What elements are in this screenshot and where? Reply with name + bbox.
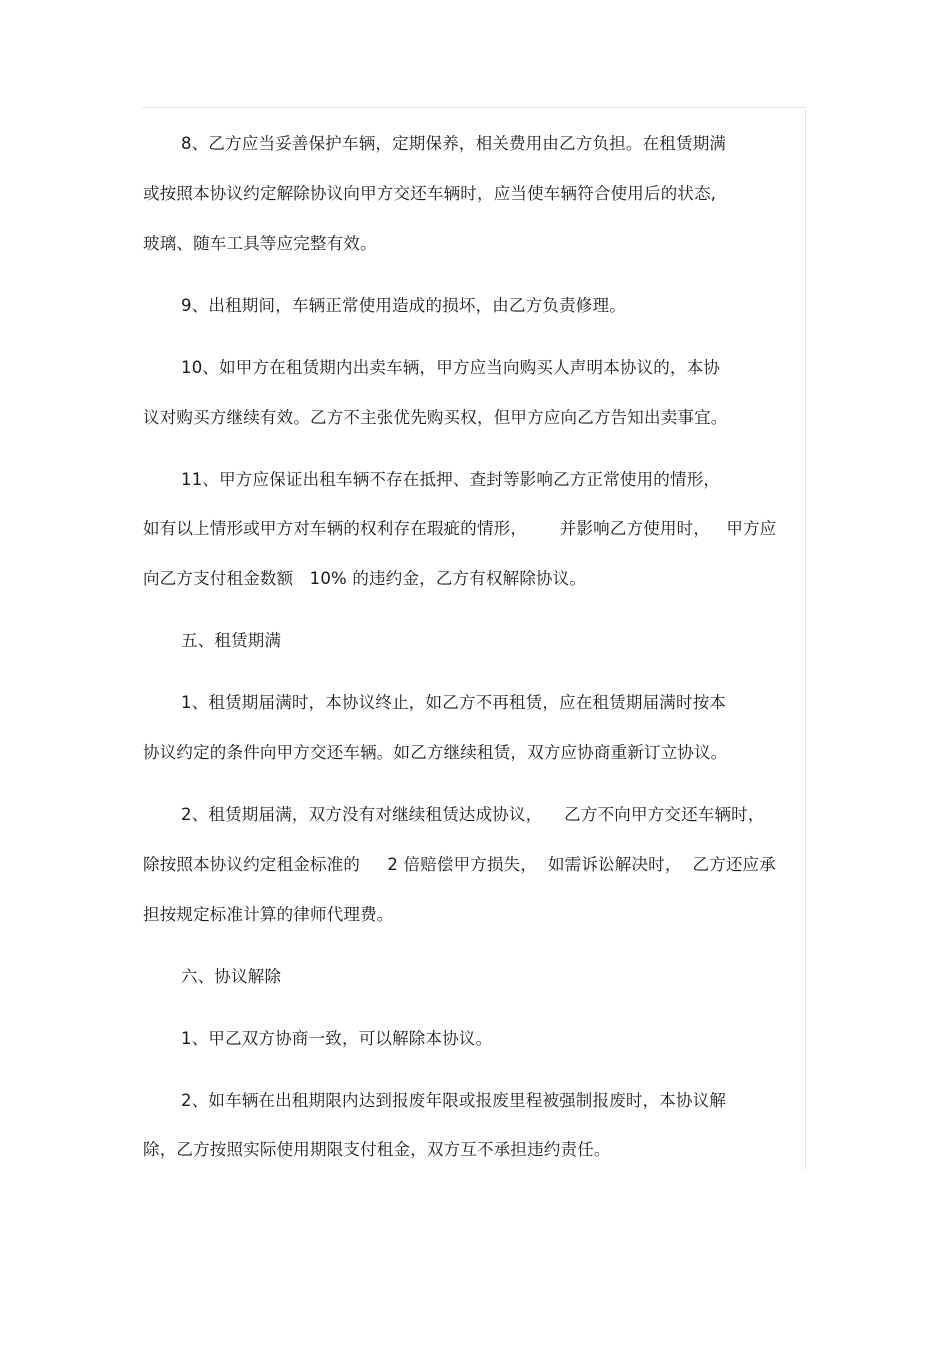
section-5-clause-2-line-3: 担按规定标准计算的律师代理费。 [143, 905, 394, 924]
section-6-heading: 六、协议解除 [181, 967, 282, 986]
clause-11-line-2: 如有以上情形或甲方对车辆的权利存在瑕疵的情形， 并影响乙方使用时， 甲方应 [143, 519, 777, 538]
section-5-clause-1-line-2: 协议约定的条件向甲方交还车辆。如乙方继续租赁，双方应协商重新订立协议。 [143, 743, 728, 762]
section-6-clause-2-line-2: 除，乙方按照实际使用期限支付租金，双方互不承担违约责任。 [143, 1140, 611, 1159]
clause-8-line-2: 或按照本协议约定解除协议向甲方交还车辆时，应当使车辆符合使用后的状态, [143, 184, 717, 203]
clause-10-line-2: 议对购买方继续有效。乙方不主张优先购买权，但甲方应向乙方告知出卖事宜。 [143, 408, 728, 427]
clause-8-line-3: 玻璃、随车工具等应完整有效。 [143, 234, 377, 253]
section-5-heading: 五、租赁期满 [181, 631, 282, 650]
clause-8-line-1: 8、乙方应当妥善保护车辆，定期保养，相关费用由乙方负担。在租赁期满 [181, 134, 727, 153]
section-5-clause-2-line-2: 除按照本协议约定租金标准的 2 倍赔偿甲方损失， 如需诉讼解决时， 乙方还应承 [143, 855, 776, 874]
clause-11-line-3: 向乙方支付租金数额 10% 的违约金，乙方有权解除协议。 [143, 569, 587, 588]
section-5-clause-2-line-1: 2、租赁期届满，双方没有对继续租赁达成协议， 乙方不向甲方交还车辆时， [181, 805, 765, 824]
clause-9-line-1: 9、出租期间，车辆正常使用造成的损坏，由乙方负责修理。 [181, 296, 626, 315]
clause-11-line-1: 11、甲方应保证出租车辆不存在抵押、查封等影响乙方正常使用的情形， [181, 470, 721, 489]
clause-10-line-1: 10、如甲方在租赁期内出卖车辆，甲方应当向购买人声明本协议的，本协 [181, 358, 721, 377]
section-6-clause-2-line-1: 2、如车辆在出租期限内达到报废年限或报废里程被强制报废时，本协议解 [181, 1091, 727, 1110]
section-6-clause-1: 1、甲乙双方协商一致，可以解除本协议。 [181, 1029, 493, 1048]
section-5-clause-1-line-1: 1、租赁期届满时，本协议终止，如乙方不再租赁，应在租赁期届满时按本 [181, 693, 727, 712]
